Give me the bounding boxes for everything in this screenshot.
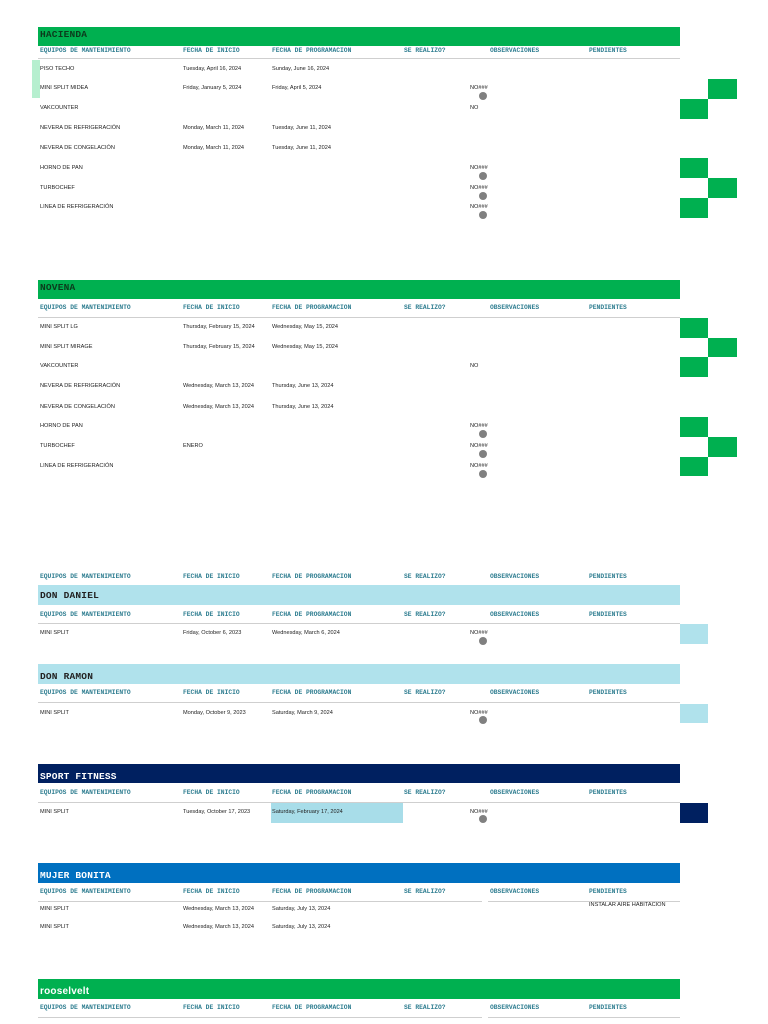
col-header-programacion: FECHA DE PROGRAMACION bbox=[272, 304, 352, 311]
col-header-programacion: FECHA DE PROGRAMACION bbox=[272, 573, 352, 580]
col-header-pendientes: PENDIENTES bbox=[589, 888, 627, 895]
cell-equipo: NEVERA DE CONGELACIÓN bbox=[40, 404, 115, 410]
col-header-realizo: SE REALIZO? bbox=[404, 789, 446, 796]
status-dot bbox=[479, 450, 487, 458]
cell-inicio: Wednesday, March 13, 2024 bbox=[183, 906, 255, 912]
col-header-pendientes: PENDIENTES bbox=[589, 689, 627, 696]
col-header-realizo: SE REALIZO? bbox=[404, 611, 446, 618]
cell-realizo: NO### bbox=[470, 463, 488, 469]
cell-realizo: NO### bbox=[470, 85, 488, 91]
status-dot bbox=[479, 211, 487, 219]
cell-equipo: MINI SPLIT bbox=[40, 809, 69, 815]
section-title: HACIENDA bbox=[40, 29, 88, 40]
col-header-programacion: FECHA DE PROGRAMACION bbox=[272, 611, 352, 618]
cell-inicio: Friday, October 6, 2023 bbox=[183, 630, 242, 636]
col-header-equipos: EQUIPOS DE MANTENIMIENTO bbox=[40, 304, 131, 311]
cell-realizo: NO### bbox=[470, 710, 488, 716]
status-block bbox=[680, 704, 708, 723]
section-title: NOVENA bbox=[40, 282, 76, 293]
status-block bbox=[680, 417, 708, 437]
col-header-programacion: FECHA DE PROGRAMACION bbox=[272, 1004, 352, 1011]
cell-inicio: Wednesday, March 13, 2024 bbox=[183, 404, 255, 410]
cell-realizo: NO bbox=[470, 105, 479, 111]
cell-inicio: Wednesday, March 13, 2024 bbox=[183, 924, 255, 930]
cell-inicio: Thursday, February 15, 2024 bbox=[183, 324, 255, 330]
col-header-realizo: SE REALIZO? bbox=[404, 47, 446, 54]
col-header-observaciones: OBSERVACIONES bbox=[490, 611, 540, 618]
cell-realizo: NO### bbox=[470, 185, 488, 191]
cell-inicio: Monday, March 11, 2024 bbox=[183, 145, 245, 151]
cell-programacion: Wednesday, March 6, 2024 bbox=[272, 630, 340, 636]
section-header-sport-fitness bbox=[38, 764, 680, 783]
section-header-hacienda bbox=[38, 27, 680, 46]
cell-realizo: NO### bbox=[470, 630, 488, 636]
cell-inicio: Tuesday, October 17, 2023 bbox=[183, 809, 251, 815]
cell-equipo: MINI SPLIT bbox=[40, 906, 69, 912]
section-header-mujer-bonita bbox=[38, 863, 680, 883]
cell-equipo: NEVERA DE CONGELACIÓN bbox=[40, 145, 115, 151]
cell-inicio: Thursday, February 15, 2024 bbox=[183, 344, 255, 350]
cell-equipo: MINI SPLIT LG bbox=[40, 324, 78, 330]
section-title: DON RAMON bbox=[40, 671, 94, 682]
col-header-observaciones: OBSERVACIONES bbox=[490, 888, 540, 895]
section-header-roosevelt bbox=[38, 979, 680, 999]
cell-programacion: Sunday, June 16, 2024 bbox=[272, 66, 330, 72]
cell-realizo: NO### bbox=[470, 165, 488, 171]
status-block bbox=[680, 318, 708, 338]
col-header-equipos: EQUIPOS DE MANTENIMIENTO bbox=[40, 789, 131, 796]
status-dot bbox=[479, 192, 487, 200]
col-header-observaciones: OBSERVACIONES bbox=[490, 47, 540, 54]
cell-equipo: MINI SPLIT bbox=[40, 630, 69, 636]
cell-programacion: Saturday, March 9, 2024 bbox=[272, 710, 333, 716]
col-header-observaciones: OBSERVACIONES bbox=[490, 304, 540, 311]
col-header-pendientes: PENDIENTES bbox=[589, 611, 627, 618]
status-block bbox=[680, 198, 708, 218]
col-header-pendientes: PENDIENTES bbox=[589, 1004, 627, 1011]
col-header-observaciones: OBSERVACIONES bbox=[490, 573, 540, 580]
col-header-inicio: FECHA DE INICIO bbox=[183, 689, 240, 696]
col-header-observaciones: OBSERVACIONES bbox=[490, 789, 540, 796]
cell-realizo: NO### bbox=[470, 204, 488, 210]
status-block bbox=[680, 357, 708, 377]
section-title: rooselvelt bbox=[40, 986, 90, 997]
cell-equipo: MINI SPLIT bbox=[40, 924, 69, 930]
status-dot bbox=[479, 172, 487, 180]
cell-equipo: MINI SPLIT bbox=[40, 710, 69, 716]
col-header-equipos: EQUIPOS DE MANTENIMIENTO bbox=[40, 573, 131, 580]
cell-programacion: Wednesday, May 15, 2024 bbox=[272, 324, 339, 330]
col-header-inicio: FECHA DE INICIO bbox=[183, 304, 240, 311]
col-header-observaciones: OBSERVACIONES bbox=[490, 689, 540, 696]
cell-programacion: Friday, April 5, 2024 bbox=[272, 85, 322, 91]
cell-inicio: ENERO bbox=[183, 443, 203, 449]
col-header-realizo: SE REALIZO? bbox=[404, 1004, 446, 1011]
status-block bbox=[708, 437, 737, 457]
header-rule bbox=[38, 317, 680, 318]
status-block bbox=[680, 457, 708, 476]
status-block bbox=[680, 99, 708, 119]
cell-realizo: NO### bbox=[470, 423, 488, 429]
cell-equipo: LINEA DE REFRIGERACIÓN bbox=[40, 463, 114, 469]
header-rule bbox=[38, 901, 482, 902]
cell-programacion: Tuesday, June 11, 2024 bbox=[272, 125, 331, 131]
cell-inicio: Friday, January 5, 2024 bbox=[183, 85, 242, 91]
cell-equipo: VAKCOUNTER bbox=[40, 105, 79, 111]
status-dot bbox=[479, 815, 487, 823]
col-header-inicio: FECHA DE INICIO bbox=[183, 888, 240, 895]
col-header-pendientes: PENDIENTES bbox=[589, 789, 627, 796]
cell-realizo: NO bbox=[470, 363, 479, 369]
cell-equipo: TURBOCHEF bbox=[40, 185, 75, 191]
cell-programacion: Saturday, July 13, 2024 bbox=[272, 906, 331, 912]
col-header-pendientes: PENDIENTES bbox=[589, 573, 627, 580]
col-header-inicio: FECHA DE INICIO bbox=[183, 789, 240, 796]
col-header-inicio: FECHA DE INICIO bbox=[183, 1004, 240, 1011]
col-header-realizo: SE REALIZO? bbox=[404, 689, 446, 696]
cell-realizo: NO### bbox=[470, 443, 488, 449]
cell-equipo: MINI SPLIT MIDEA bbox=[40, 85, 89, 91]
section-header-don-ramon bbox=[38, 664, 680, 684]
cell-equipo: TURBOCHEF bbox=[40, 443, 75, 449]
cell-equipo: VAKCOUNTER bbox=[40, 363, 79, 369]
col-header-equipos: EQUIPOS DE MANTENIMIENTO bbox=[40, 1004, 131, 1011]
header-rule bbox=[488, 1017, 680, 1018]
col-header-programacion: FECHA DE PROGRAMACION bbox=[272, 689, 352, 696]
cell-programacion: Thursday, June 13, 2024 bbox=[272, 404, 334, 410]
section-title: DON DANIEL bbox=[40, 590, 100, 601]
header-rule bbox=[38, 702, 680, 703]
col-header-inicio: FECHA DE INICIO bbox=[183, 573, 240, 580]
col-header-realizo: SE REALIZO? bbox=[404, 304, 446, 311]
cell-inicio: Monday, March 11, 2024 bbox=[183, 125, 245, 131]
col-header-equipos: EQUIPOS DE MANTENIMIENTO bbox=[40, 888, 131, 895]
cell-inicio: Tuesday, April 16, 2024 bbox=[183, 66, 242, 72]
col-header-realizo: SE REALIZO? bbox=[404, 888, 446, 895]
col-header-equipos: EQUIPOS DE MANTENIMIENTO bbox=[40, 689, 131, 696]
status-block bbox=[680, 624, 708, 644]
cell-programacion: Saturday, February 17, 2024 bbox=[272, 809, 343, 815]
status-dot bbox=[479, 470, 487, 478]
status-block bbox=[680, 158, 708, 178]
cell-equipo: HORNO DE PAN bbox=[40, 165, 83, 171]
cell-inicio: Monday, October 9, 2023 bbox=[183, 710, 246, 716]
cell-programacion: Thursday, June 13, 2024 bbox=[272, 383, 334, 389]
col-header-equipos: EQUIPOS DE MANTENIMIENTO bbox=[40, 47, 131, 54]
col-header-programacion: FECHA DE PROGRAMACION bbox=[272, 789, 352, 796]
col-header-programacion: FECHA DE PROGRAMACION bbox=[272, 47, 352, 54]
cell-equipo: NEVERA DE REFRIGERACIÓN bbox=[40, 383, 121, 389]
cell-programacion: Tuesday, June 11, 2024 bbox=[272, 145, 331, 151]
col-header-inicio: FECHA DE INICIO bbox=[183, 611, 240, 618]
col-header-programacion: FECHA DE PROGRAMACION bbox=[272, 888, 352, 895]
header-rule bbox=[38, 623, 680, 624]
cell-equipo: LINEA DE REFRIGERACIÓN bbox=[40, 204, 114, 210]
section-title: SPORT FITNESS bbox=[40, 771, 117, 782]
cell-programacion: Wednesday, May 15, 2024 bbox=[272, 344, 339, 350]
status-dot bbox=[479, 430, 487, 438]
cell-equipo: PISO TECHO bbox=[40, 66, 75, 72]
status-block bbox=[708, 338, 737, 357]
status-block bbox=[708, 178, 737, 198]
col-header-inicio: FECHA DE INICIO bbox=[183, 47, 240, 54]
cell-equipo: NEVERA DE REFRIGERACIÓN bbox=[40, 125, 121, 131]
col-header-pendientes: PENDIENTES bbox=[589, 304, 627, 311]
col-header-pendientes: PENDIENTES bbox=[589, 47, 627, 54]
status-dot bbox=[479, 637, 487, 645]
cell-inicio: Wednesday, March 13, 2024 bbox=[183, 383, 255, 389]
section-header-novena bbox=[38, 280, 680, 299]
col-header-realizo: SE REALIZO? bbox=[404, 573, 446, 580]
cell-programacion: Saturday, July 13, 2024 bbox=[272, 924, 331, 930]
header-rule bbox=[38, 1017, 482, 1018]
section-title: MUJER BONITA bbox=[40, 870, 111, 881]
col-header-equipos: EQUIPOS DE MANTENIMIENTO bbox=[40, 611, 131, 618]
cell-equipo: MINI SPLIT MIRAGE bbox=[40, 344, 93, 350]
status-dot bbox=[479, 716, 487, 724]
row-highlight-marker bbox=[32, 60, 40, 98]
status-block bbox=[708, 79, 737, 99]
cell-pendientes: INSTALAR AIRE HABITACION bbox=[589, 902, 666, 908]
status-dot bbox=[479, 92, 487, 100]
section-header-don-daniel bbox=[38, 585, 680, 605]
col-header-observaciones: OBSERVACIONES bbox=[490, 1004, 540, 1011]
header-rule bbox=[38, 58, 680, 59]
cell-equipo: HORNO DE PAN bbox=[40, 423, 83, 429]
cell-realizo: NO### bbox=[470, 809, 488, 815]
status-block bbox=[680, 803, 708, 823]
